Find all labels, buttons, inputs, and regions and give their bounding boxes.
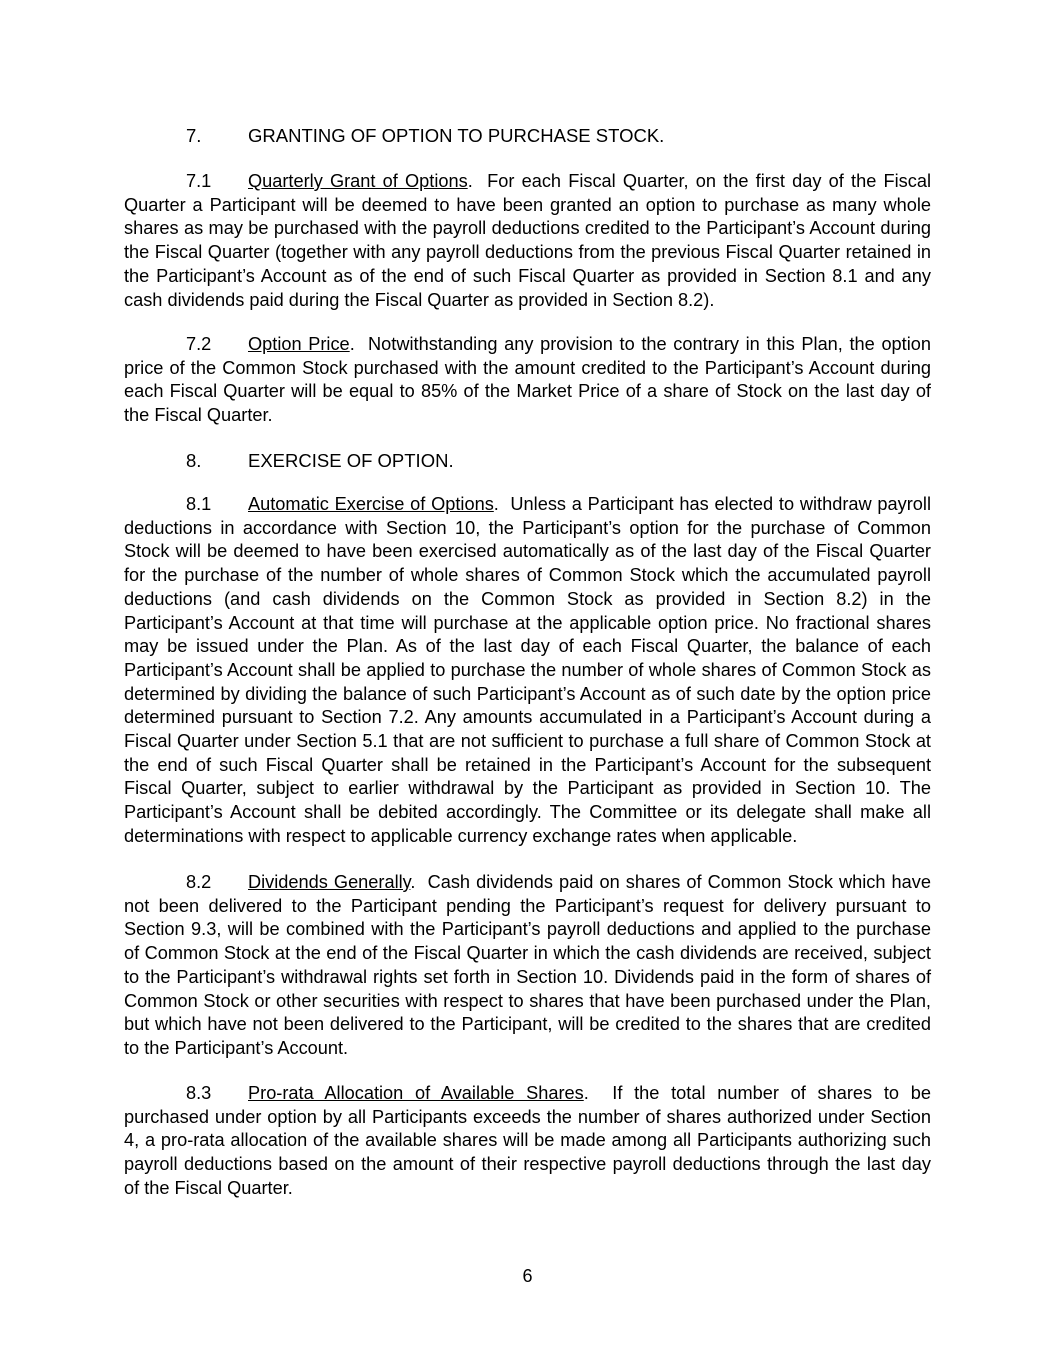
document-page [124,0,931,1365]
section-number: 7. [186,125,202,146]
paragraph-8-3: 8.3 Pro-rata Allocation of Available Shares. If the total number of shares to be purchased under option by all Participants exceeds the number of shares authorized under Section 4, a pro-rata allocation of the available shares will be made among all Participants authorizing such payroll deductions based on the amount of their respective payroll deductions through the last day of the Fiscal Quarter. [124,1083,931,1198]
paragraph-number: 7.2 [186,334,212,354]
paragraph-number: 8.1 [186,494,212,514]
paragraph-body: For each Fiscal Quarter, on the first day of the Fiscal Quarter a Participant will be deemed to have been granted an option to purchase as many whole shares as may be purchased with the payroll deductions credited to the Participant’s Account during the Fiscal Quarter (together with any payroll deductions from the previous Fiscal Quarter retained in the Participant’s Account as of the end of such Fiscal Quarter as provided in Section 8.1 and any cash dividends paid during the Fiscal Quarter as provided in Section 8.2). [124,171,931,310]
paragraph-number: 8.2 [186,872,212,892]
paragraph-body: Cash dividends paid on shares of Common Stock which have not been delivered to the Participant pending the Participant’s request for delivery pursuant to Section 9.3, will be combined with the Participant’s payroll deductions and applied to the purchase of Common Stock at the end of the Fiscal Quarter in which the cash dividends are received, subject to the Participant’s withdrawal rights set forth in Section 10. Dividends paid in the form of shares of Common Stock or other securities with respect to shares that have been purchased under the Plan, but which have not been delivered to the Participant, will be credited to the shares that are credited to the Participant’s Account. [124,872,931,1058]
paragraph-7-2: 7.2 Option Price. Notwithstanding any provision to the contrary in this Plan, the option price of the Common Stock purchased with the amount credited to the Participant’s Account during each Fiscal Quarter will be equal to 85% of the Market Price of a share of Stock on the last day of the Fiscal Quarter. [124,334,931,426]
paragraph-body: Notwithstanding any provision to the contrary in this Plan, the option price of the Common Stock purchased with the amount credited to the Participant’s Account during each Fiscal Quarter will be equal to 85% of the Market Price of a share of Stock on the last day of the Fiscal Quarter. [124,334,931,426]
paragraph-title: Option Price [248,334,350,354]
section-heading-7 [186,124,664,148]
section-number: 8. [186,450,202,471]
section-title: EXERCISE OF OPTION. [248,450,454,471]
section-title: GRANTING OF OPTION TO PURCHASE STOCK. [248,125,665,146]
paragraph-title: Quarterly Grant of Options [248,171,468,191]
paragraph-number: 8.3 [186,1083,212,1103]
paragraph-title: Pro-rata Allocation of Available Shares [248,1083,584,1103]
page-number: 6 [522,1266,533,1286]
paragraph-title: Automatic Exercise of Options [248,494,494,514]
paragraph-body: If the total number of shares to be purchased under option by all Participants exceeds the number of shares authorized under Section 4, a pro-rata allocation of the available shares will be made among all Participants authorizing such payroll deductions based on the amount of their respective payroll deductions through the last day of the Fiscal Quarter. [124,1083,931,1198]
paragraph-number: 7.1 [186,171,212,191]
paragraph-8-2: 8.2 Dividends Generally. Cash dividends paid on shares of Common Stock which have not been delivered to the Participant pending the Participant’s request for delivery pursuant to Section 9.3, will be combined with the Participant’s payroll deductions and applied to the purchase of Common Stock at the end of the Fiscal Quarter in which the cash dividends are received, subject to the Participant’s withdrawal rights set forth in Section 10. Dividends paid in the form of shares of Common Stock or other securities with respect to shares that have been purchased under the Plan, but which have not been delivered to the Participant, will be credited to the shares that are credited to the Participant’s Account. [124,872,931,1058]
paragraph-body: Unless a Participant has elected to withdraw payroll deductions in accordance with Section 10, the Participant’s option for the purchase of Common Stock will be deemed to have been exercised automatically as of the last day of the Fiscal Quarter for the purchase of the number of whole shares of Common Stock which the accumulated payroll deductions (and cash dividends on the Common Stock as provided in Section 8.2) in the Participant’s Account at that time will purchase at the applicable option price. No fractional shares may be issued under the Plan. As of the last day of each Fiscal Quarter, the balance of each Participant’s Account shall be applied to purchase the number of whole shares of Common Stock as determined by dividing the balance of such Participant’s Account as of such date by the option price determined pursuant to Section 7.2. Any amounts accumulated in a Participant’s Account during a Fiscal Quarter under Section 5.1 that are not sufficient to purchase a full share of Common Stock at the end of such Fiscal Quarter shall be retained in the Participant’s Account for the subsequent Fiscal Quarter, subject to earlier withdrawal by the Participant as provided in Section 10. The Participant’s Account shall be debited accordingly. The Committee or its delegate shall make all determinations with respect to applicable currency exchange rates when applicable. [124,494,931,846]
section-heading-8 [186,449,454,473]
paragraph-8-1: 8.1 Automatic Exercise of Options. Unless a Participant has elected to withdraw payroll deductions in accordance with Section 10, the Participant’s option for the purchase of Common Stock will be deemed to have been exercised automatically as of the last day of the Fiscal Quarter for the purchase of the number of whole shares of Common Stock which the accumulated payroll deductions (and cash dividends on the Common Stock as provided in Section 8.2) in the Participant’s Account at that time will purchase at the applicable option price. No fractional shares may be issued under the Plan. As of the last day of each Fiscal Quarter, the balance of each Participant’s Account shall be applied to purchase the number of whole shares of Common Stock as determined by dividing the balance of such Participant’s Account as of such date by the option price determined pursuant to Section 7.2. Any amounts accumulated in a Participant’s Account during a Fiscal Quarter under Section 5.1 that are not sufficient to purchase a full share of Common Stock at the end of such Fiscal Quarter shall be retained in the Participant’s Account for the subsequent Fiscal Quarter, subject to earlier withdrawal by the Participant as provided in Section 10. The Participant’s Account shall be debited accordingly. The Committee or its delegate shall make all determinations with respect to applicable currency exchange rates when applicable. [124,494,931,846]
paragraph-7-1: 7.1 Quarterly Grant of Options. For each Fiscal Quarter, on the first day of the Fiscal Quarter a Participant will be deemed to have been granted an option to purchase as many whole shares as may be purchased with the payroll deductions credited to the Participant’s Account during the Fiscal Quarter (together with any payroll deductions from the previous Fiscal Quarter retained in the Participant’s Account as of the end of such Fiscal Quarter as provided in Section 8.1 and any cash dividends paid during the Fiscal Quarter as provided in Section 8.2). [124,171,931,310]
paragraph-title: Dividends Generally [248,872,411,892]
